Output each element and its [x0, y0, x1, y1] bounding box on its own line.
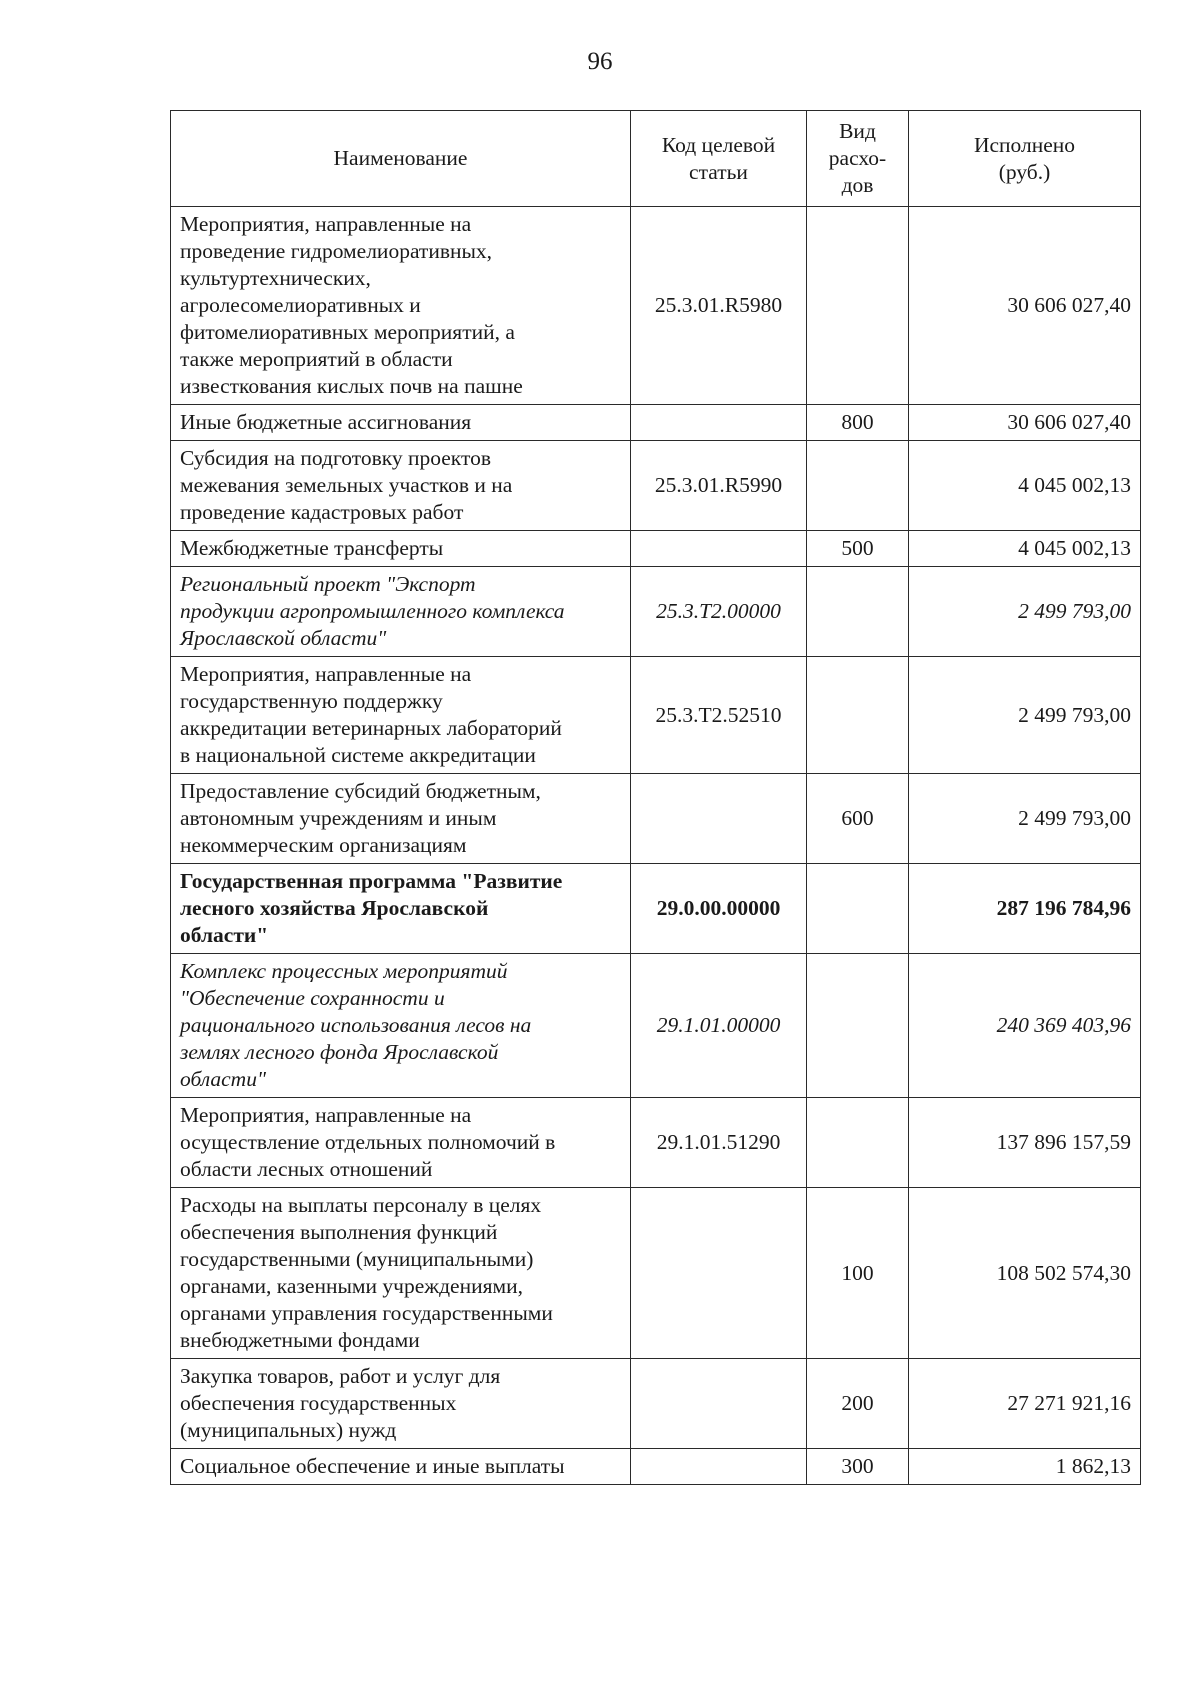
row-name-cell [171, 1098, 631, 1188]
header-kind-line: расхо- [828, 146, 887, 170]
row-name-line: органами, казенными учреждениями, [180, 1274, 523, 1298]
row-kind-cell [807, 207, 909, 405]
table-row [171, 1359, 1141, 1449]
row-name-line: Региональный проект "Экспорт [180, 572, 476, 596]
row-code-cell: 29.0.00.00000 [631, 864, 807, 954]
table-header-row [171, 111, 1141, 207]
row-kind-cell [807, 441, 909, 531]
row-name-line: фитомелиоративных мероприятий, а [180, 320, 515, 344]
row-name-line: межевания земельных участков и на [180, 473, 513, 497]
row-kind-cell [807, 864, 909, 954]
table-row [171, 441, 1141, 531]
budget-execution-table [170, 110, 1141, 1485]
row-kind-cell [807, 954, 909, 1098]
row-name-line: также мероприятий в области [180, 347, 453, 371]
table-row [171, 207, 1141, 405]
header-code [631, 111, 807, 207]
row-name-line: проведение гидромелиоративных, [180, 239, 493, 263]
row-name-line: Государственная программа "Развитие [180, 869, 563, 893]
row-kind-cell: 300 [807, 1449, 909, 1485]
row-name-line: рационального использования лесов на [180, 1013, 532, 1037]
header-kind-line: дов [841, 173, 874, 197]
row-name-line: "Обеспечение сохранности и [180, 986, 445, 1010]
row-amount-cell: 30 606 027,40 [909, 207, 1141, 405]
row-code-cell: 25.3.T2.52510 [631, 657, 807, 774]
header-amount-line: (руб.) [998, 159, 1051, 184]
row-name-cell [171, 567, 631, 657]
row-amount-cell: 4 045 002,13 [909, 531, 1141, 567]
row-code-cell [631, 1359, 807, 1449]
row-name-line: государственными (муниципальными) [180, 1247, 534, 1271]
row-amount-cell: 108 502 574,30 [909, 1188, 1141, 1359]
row-amount-cell: 240 369 403,96 [909, 954, 1141, 1098]
row-name-cell [171, 1449, 631, 1485]
row-kind-cell [807, 567, 909, 657]
header-amount-line: Исполнено [973, 132, 1076, 157]
row-name-line: Иные бюджетные ассигнования [180, 410, 472, 434]
header-kind [807, 111, 909, 207]
row-amount-cell: 2 499 793,00 [909, 774, 1141, 864]
row-name-cell [171, 657, 631, 774]
row-name-line: аккредитации ветеринарных лабораторий [180, 716, 562, 740]
row-code-cell [631, 1449, 807, 1485]
row-kind-cell: 800 [807, 405, 909, 441]
table-row [171, 864, 1141, 954]
row-name-cell [171, 1359, 631, 1449]
row-name-line: Комплекс процессных мероприятий [180, 959, 508, 983]
row-kind-cell [807, 657, 909, 774]
header-name [171, 111, 631, 207]
row-name-line: внебюджетными фондами [180, 1328, 420, 1352]
row-name-line: Ярославской области" [180, 626, 387, 650]
row-name-cell [171, 1188, 631, 1359]
table-row [171, 774, 1141, 864]
row-name-line: Субсидия на подготовку проектов [180, 446, 491, 470]
row-name-line: обеспечения государственных [180, 1391, 457, 1415]
row-name-line: (муниципальных) нужд [180, 1418, 397, 1442]
row-code-cell [631, 405, 807, 441]
row-name-line: области" [180, 923, 269, 947]
header-code-line: Код целевой [661, 132, 776, 157]
table-row [171, 1449, 1141, 1485]
row-name-cell [171, 207, 631, 405]
row-name-line: области лесных отношений [180, 1157, 433, 1181]
row-name-line: проведение кадастровых работ [180, 500, 464, 524]
row-code-cell: 25.3.01.R5980 [631, 207, 807, 405]
table-row [171, 954, 1141, 1098]
row-name-line: Межбюджетные трансферты [180, 536, 444, 560]
row-name-line: Предоставление субсидий бюджетным, [180, 779, 541, 803]
row-name-line: области" [180, 1067, 266, 1091]
row-name-line: известкования кислых почв на пашне [180, 374, 523, 398]
page-number: 96 [587, 48, 613, 75]
row-name-cell [171, 774, 631, 864]
row-code-cell [631, 774, 807, 864]
table-row [171, 531, 1141, 567]
row-code-cell [631, 531, 807, 567]
row-name-line: государственную поддержку [180, 689, 443, 713]
row-kind-cell: 100 [807, 1188, 909, 1359]
row-name-cell [171, 441, 631, 531]
row-name-line: в национальной системе аккредитации [180, 743, 536, 767]
row-amount-cell: 30 606 027,40 [909, 405, 1141, 441]
table-row [171, 1098, 1141, 1188]
row-kind-cell: 500 [807, 531, 909, 567]
row-name-line: землях лесного фонда Ярославской [180, 1040, 499, 1064]
row-kind-cell: 200 [807, 1359, 909, 1449]
row-amount-cell: 1 862,13 [909, 1449, 1141, 1485]
row-name-line: Социальное обеспечение и иные выплаты [180, 1454, 565, 1478]
row-name-line: некоммерческим организациям [180, 833, 467, 857]
row-name-cell [171, 954, 631, 1098]
row-kind-cell [807, 1098, 909, 1188]
row-name-line: Мероприятия, направленные на [180, 1103, 472, 1127]
table-row [171, 567, 1141, 657]
row-amount-cell: 27 271 921,16 [909, 1359, 1141, 1449]
header-code-line: статьи [689, 159, 748, 184]
header-name-text: Наименование [333, 146, 468, 170]
row-code-cell [631, 1188, 807, 1359]
row-name-cell [171, 864, 631, 954]
row-name-line: Мероприятия, направленные на [180, 212, 472, 236]
row-amount-cell: 2 499 793,00 [909, 657, 1141, 774]
row-name-line: лесного хозяйства Ярославской [180, 896, 489, 920]
row-name-cell [171, 531, 631, 567]
row-code-cell: 25.3.T2.00000 [631, 567, 807, 657]
row-name-line: культуртехнических, [180, 266, 371, 290]
row-name-line: продукции агропромышленного комплекса [180, 599, 565, 623]
row-name-line: органами управления государственными [180, 1301, 553, 1325]
row-code-cell: 29.1.01.00000 [631, 954, 807, 1098]
row-name-line: агролесомелиоративных и [180, 293, 421, 317]
row-code-cell: 29.1.01.51290 [631, 1098, 807, 1188]
table-body [171, 207, 1141, 1485]
row-kind-cell: 600 [807, 774, 909, 864]
row-name-cell [171, 405, 631, 441]
row-name-line: Расходы на выплаты персоналу в целях [180, 1193, 542, 1217]
row-amount-cell: 2 499 793,00 [909, 567, 1141, 657]
row-amount-cell: 287 196 784,96 [909, 864, 1141, 954]
table-row [171, 405, 1141, 441]
row-amount-cell: 4 045 002,13 [909, 441, 1141, 531]
header-kind-line: Вид [839, 119, 876, 143]
row-code-cell: 25.3.01.R5990 [631, 441, 807, 531]
table-row [171, 657, 1141, 774]
row-name-line: осуществление отдельных полномочий в [180, 1130, 556, 1154]
row-name-line: Закупка товаров, работ и услуг для [180, 1364, 501, 1388]
row-name-line: Мероприятия, направленные на [180, 662, 472, 686]
row-amount-cell: 137 896 157,59 [909, 1098, 1141, 1188]
row-name-line: автономным учреждениям и иным [180, 806, 497, 830]
row-name-line: обеспечения выполнения функций [180, 1220, 498, 1244]
header-amount [909, 111, 1141, 207]
table-row [171, 1188, 1141, 1359]
